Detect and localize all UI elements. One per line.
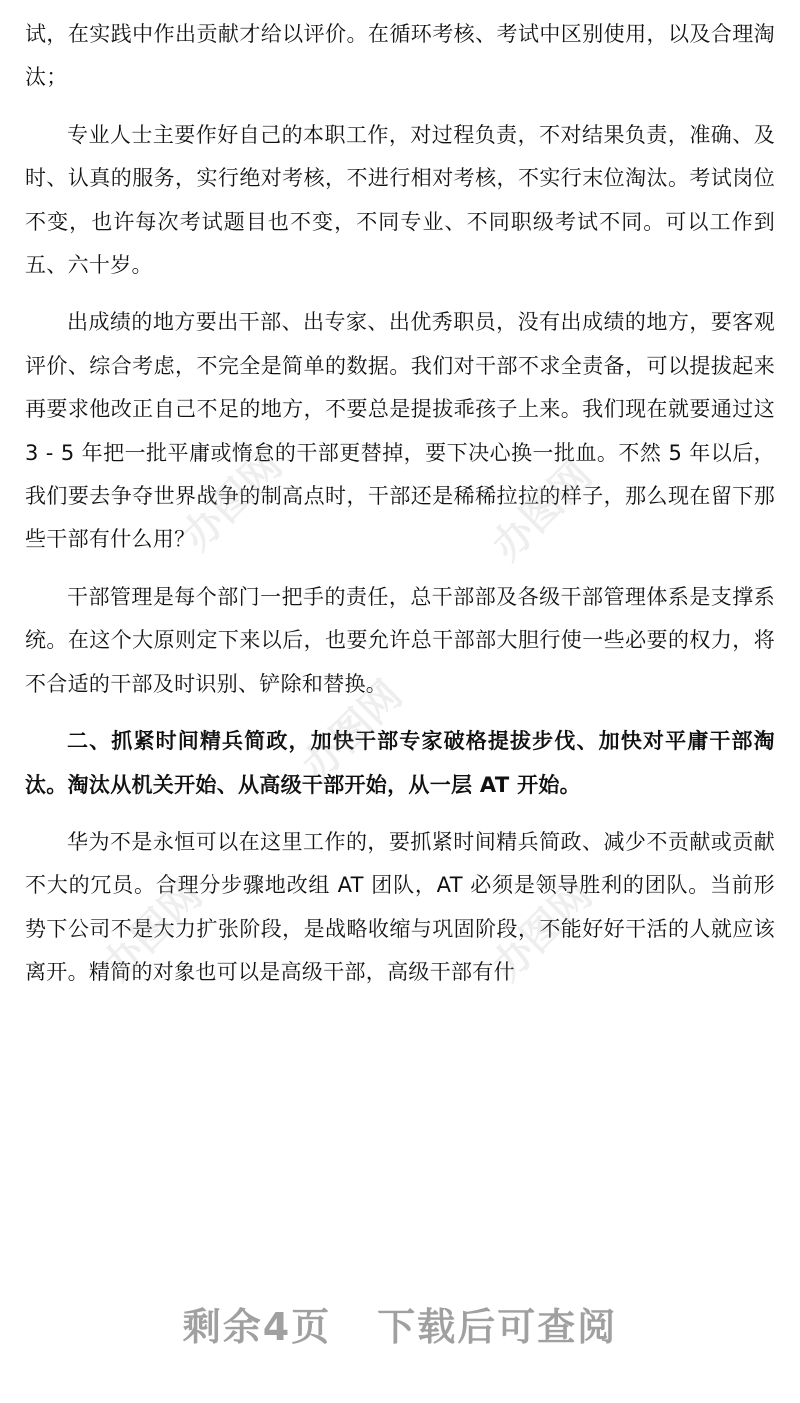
watermark: 办图网 <box>483 872 602 990</box>
document-page <box>25 0 775 995</box>
paragraph-performance: 出成绩的地方要出干部、出专家、出优秀职员，没有出成绩的地方，要客观评价、综合考虑，不完全是简单的数据。我们对干部不求全责备，可以提拔起来再要求他改正自己不足的地方，不要总是提拔乖孩子上来。我们现在就要通过这 3 - 5 年把一批平庸或惰怠的干部更替掉，要下决心换一批血。不然 5 年以后，我们要去争夺世界战争的制高点时，干部还是稀稀拉拉的样子，那么现在留下那些干部有什么用？ <box>25 310 775 552</box>
remaining-pages-label: 剩余4页 <box>182 1305 332 1349</box>
watermark: 办图网 <box>293 672 412 790</box>
watermark: 办图网 <box>93 872 212 990</box>
download-hint-link[interactable]: 下载后可查阅 <box>377 1305 618 1349</box>
watermark: 办图网 <box>483 452 602 570</box>
paragraph-professionals: 专业人士主要作好自己的本职工作，对过程负责，不对结果负责，准确、及时、认真的服务，实行绝对考核，不进行相对考核，不实行末位淘汰。考试岗位不变，也许每次考试题目也不变，不同专业、不同职级考试不同。可以工作到五、六十岁。 <box>25 122 775 278</box>
section-heading: 二、抓紧时间精兵简政，加快干部专家破格提拔步伐、加快对平庸干部淘汰。淘汰从机关开始、从高级干部开始，从一层 AT 开始。 <box>25 729 775 797</box>
watermark: 办图网 <box>173 442 292 560</box>
paragraph-management: 干部管理是每个部门一把手的责任，总干部部及各级干部管理体系是支撑系统。在这个大原则定下来以后，也要允许总干部部大胆行使一些必要的权力，将不合适的干部及时识别、铲除和替换。 <box>25 584 775 696</box>
download-banner[interactable] <box>0 1296 800 1351</box>
paragraph-continuation: 试，在实践中作出贡献才给以评价。在循环考核、考试中区别使用，以及合理淘汰； <box>25 22 775 90</box>
paragraph-huawei: 华为不是永恒可以在这里工作的，要抓紧时间精兵简政、减少不贡献或贡献不大的冗员。合理分步骤地改组 AT 团队，AT 必须是领导胜利的团队。当前形势下公司不是大力扩张阶段，是战略收缩与巩固阶段，不能好好干活的人就应该离开。精简的对象也可以是高级干部，高级干部有什 <box>25 829 775 985</box>
